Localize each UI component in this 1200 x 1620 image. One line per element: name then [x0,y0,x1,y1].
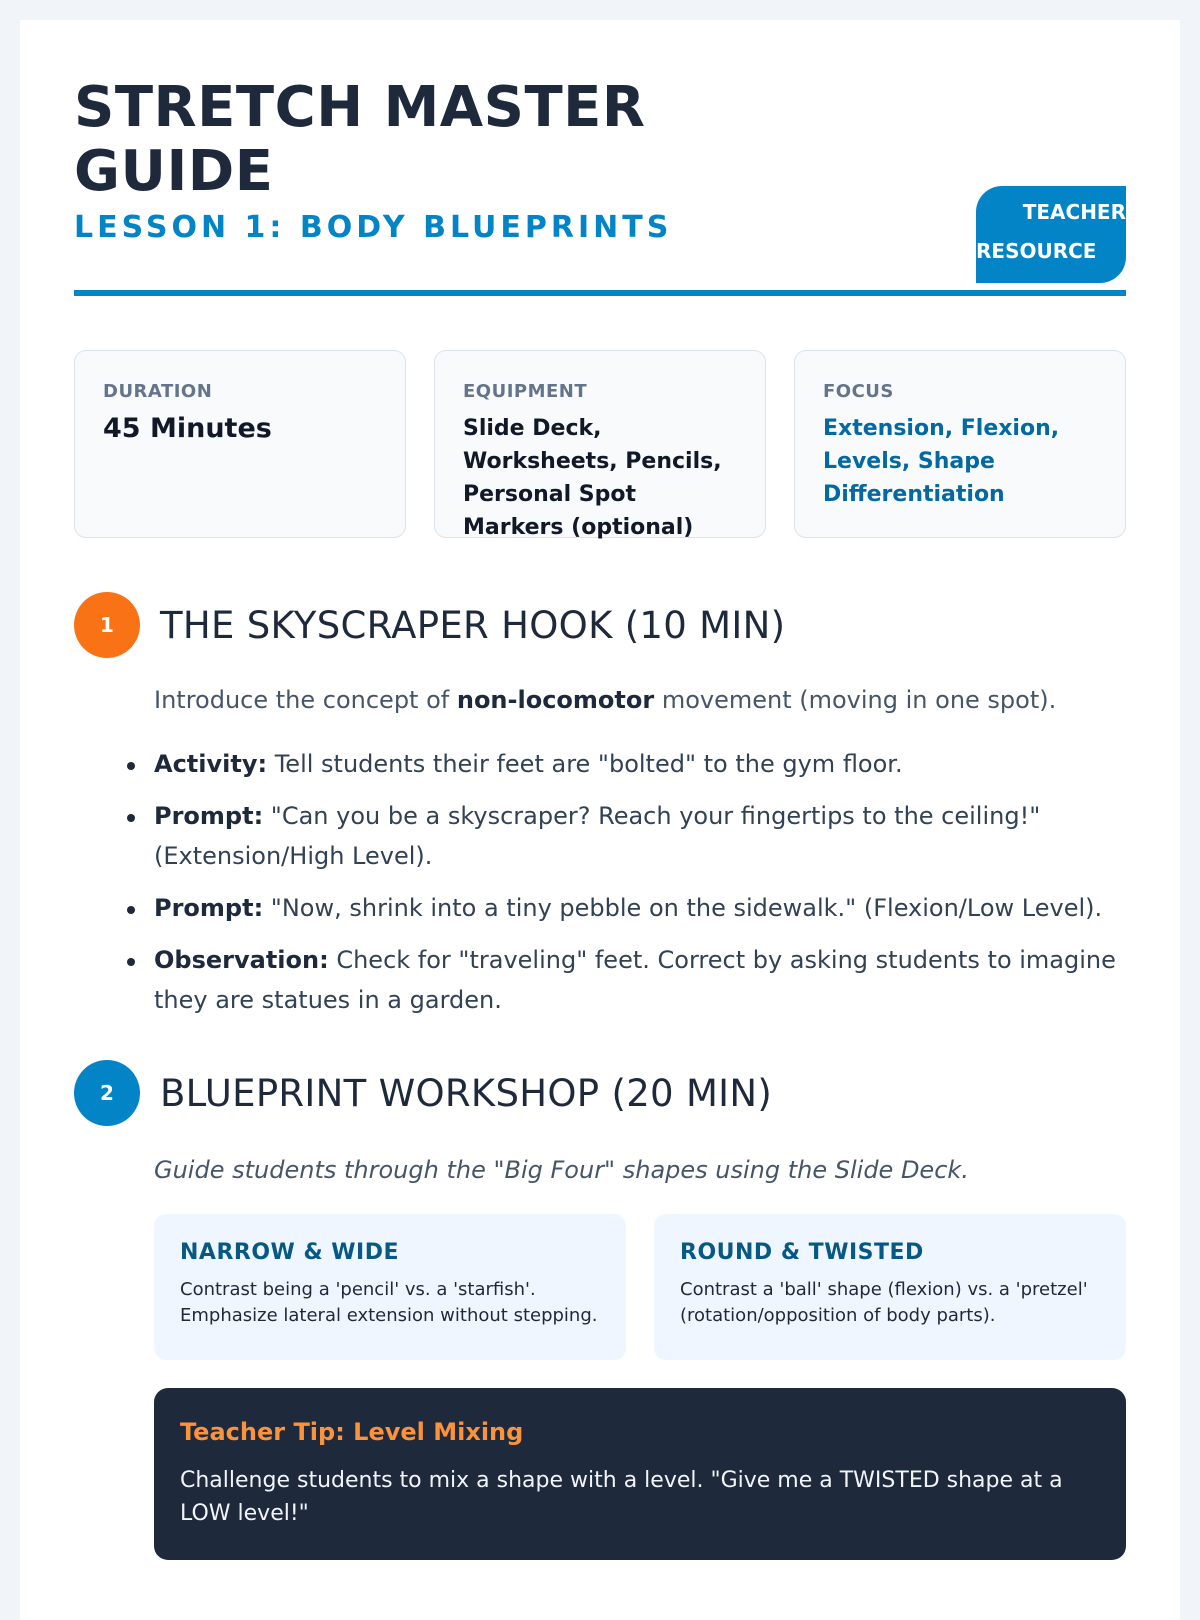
intro-text: movement (moving in one spot). [654,686,1057,714]
item-text: Tell students their feet are "bolted" to the gym floor. [267,750,903,778]
section-heading [74,592,1126,658]
item-text: "Now, shrink into a tiny pebble on the sidewalk." (Flexion/Low Level). [263,894,1103,922]
list-item [154,888,1126,928]
page-header [74,76,1126,296]
page-title: STRETCH MASTER GUIDE [74,75,646,204]
step-number-badge: 1 [74,592,140,658]
item-label: Prompt: [154,894,264,922]
shape-card-round-twisted [654,1214,1126,1360]
card-value: 45 Minutes [103,413,272,444]
section-intro: Guide students through the "Big Four" shapes using the Slide Deck. [154,1156,969,1184]
card-value: Slide Deck, Worksheets, Pencils, Personal Spot Markers (optional) [463,416,722,540]
activity-list [74,744,1126,1020]
lesson-page [20,20,1180,1620]
card-label: DURATION [103,381,213,402]
section-heading [74,1060,1126,1126]
list-item [154,744,1126,784]
shape-card-text: Contrast being a 'pencil' vs. a 'starfish'. Emphasize lateral extension without stepping. [180,1279,598,1326]
focus-card [794,350,1126,538]
teacher-tip-box [154,1388,1126,1560]
teacher-resource-badge [976,186,1126,283]
section-blueprint-workshop [74,1060,1126,1560]
item-text: "Can you be a skyscraper? Reach your fingertips to the ceiling!" (Extension/High Level). [154,802,1041,870]
lesson-subtitle: LESSON 1: BODY BLUEPRINTS [74,210,673,245]
card-value: Extension, Flexion, Levels, Shape Differentiation [823,416,1060,507]
list-item [154,796,1126,876]
shape-card-text: Contrast a 'ball' shape (flexion) vs. a 'pretzel' (rotation/opposition of body parts). [680,1279,1088,1326]
section-title: BLUEPRINT WORKSHOP (20 MIN) [160,1071,773,1115]
item-text: Check for "traveling" feet. Correct by asking students to imagine they are statues in a garden. [154,946,1116,1014]
step-number-badge: 2 [74,1060,140,1126]
shape-card-title: NARROW & WIDE [180,1240,400,1265]
shape-card-title: ROUND & TWISTED [680,1240,924,1265]
item-label: Prompt: [154,802,264,830]
shape-card-narrow-wide [154,1214,626,1360]
item-label: Observation: [154,946,329,974]
intro-text: Introduce the concept of [154,686,457,714]
card-label: EQUIPMENT [463,381,588,402]
item-label: Activity: [154,750,268,778]
duration-card [74,350,406,538]
badge-line-2: RESOURCE [976,239,1097,263]
list-item [154,940,1126,1020]
tip-text: Challenge students to mix a shape with a level. "Give me a TWISTED shape at a LOW level!" [180,1468,1063,1526]
section-skyscraper-hook [74,592,1126,1020]
card-label: FOCUS [823,381,894,402]
section-title: THE SKYSCRAPER HOOK (10 MIN) [160,603,786,647]
lesson-info-cards [74,350,1126,538]
intro-emphasis: non-locomotor [456,686,655,714]
equipment-card [434,350,766,538]
section-intro [154,686,1126,714]
shape-cards [154,1214,1126,1360]
tip-title: Teacher Tip: Level Mixing [180,1418,524,1446]
badge-line-1: TEACHER [1022,200,1126,224]
